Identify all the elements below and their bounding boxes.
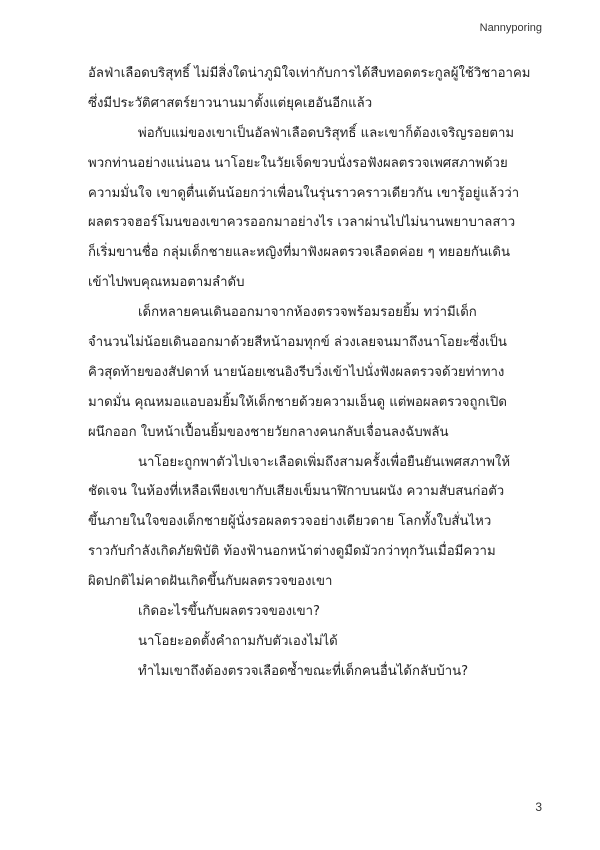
text-line: ผลตรวจฮอร์โมนของเขาควรออกมาอย่างไร เวลาผ่านไปไม่นานพยาบาลสาว: [88, 215, 516, 231]
text-line: ผนึกออก ใบหน้าเปื้อนยิ้มของชายวัยกลางคนกลับเจื่อนลงฉับพลัน: [88, 424, 449, 440]
text-line: ความมั่นใจ เขาดูตื่นเต้นน้อยกว่าเพื่อนในรุ่นราวคราวเดียวกัน เขารู้อยู่แล้วว่า: [88, 185, 520, 201]
text-line: ซึ่งมีประวัติศาสตร์ยาวนานมาตั้งแต่ยุคเฮอันอีกแล้ว: [88, 95, 373, 111]
text-line: มาดมั่น คุณหมอแอบอมยิ้มให้เด็กชายด้วยความเอ็นดู แต่พอผลตรวจถูกเปิด: [88, 394, 507, 410]
text-line: เด็กหลายคนเดินออกมาจากห้องตรวจพร้อมรอยยิ้ม ทว่ามีเด็ก: [138, 305, 477, 321]
page-number: 3: [535, 800, 542, 814]
text-line: พ่อกับแม่ของเขาเป็นอัลฟ่าเลือดบริสุทธิ์ และเขาก็ต้องเจริญรอยตาม: [138, 125, 515, 141]
text-line: อัลฟ่าเลือดบริสุทธิ์ ไม่มีสิ่งใดน่าภูมิใจเท่ากับการได้สืบทอดตระกูลผู้ใช้วิชาอาคม: [88, 66, 531, 81]
document-body: [88, 59, 546, 687]
text-line: ทำไมเขาถึงต้องตรวจเลือดซ้ำขณะที่เด็กคนอื่นได้กลับบ้าน?: [138, 663, 469, 679]
text-line: พวกท่านอย่างแน่นอน นาโอยะในวัยเจ็ดขวบนั่งรอฟังผลตรวจเพศสภาพด้วย: [88, 155, 508, 171]
text-line: นาโอยะถูกพาตัวไปเจาะเลือดเพิ่มถึงสามครั้งเพื่อยืนยันเพศสภาพให้: [138, 454, 511, 470]
text-line: เกิดอะไรขึ้นกับผลตรวจของเขา?: [138, 604, 321, 620]
text-line: ผิดปกติไม่คาดฝันเกิดขึ้นกับผลตรวจของเขา: [88, 574, 333, 590]
text-line: เข้าไปพบคุณหมอตามลำดับ: [88, 275, 245, 291]
text-line: จำนวนไม่น้อยเดินออกมาด้วยสีหน้าอมทุกข์ ล่วงเลยจนมาถึงนาโอยะซึ่งเป็น: [88, 335, 507, 351]
text-line: ขึ้นภายในใจของเด็กชายผู้นั่งรอผลตรวจอย่างเดียวดาย โลกทั้งใบสั่นไหว: [88, 514, 492, 530]
text-line: ราวกับกำลังเกิดภัยพิบัติ ท้องฟ้านอกหน้าต่างดูมืดมัวกว่าทุกวันเมื่อมีความ: [88, 544, 496, 560]
text-line: นาโอยะอดตั้งคำถามกับตัวเองไม่ได้: [138, 633, 338, 649]
text-line: ก็เริ่มขานชื่อ กลุ่มเด็กชายและหญิงที่มาฟังผลตรวจเลือดค่อย ๆ ทยอยกันเดิน: [88, 245, 511, 261]
text-line: คิวสุดท้ายของสัปดาห์ นายน้อยเซนอิงรีบวิ่งเข้าไปนั่งฟังผลตรวจด้วยท่าทาง: [88, 364, 505, 380]
header-author: Nannyporing: [479, 22, 542, 34]
text-line: ชัดเจน ในห้องที่เหลือเพียงเขากับเสียงเข็มนาฬิกาบนผนัง ความสับสนก่อตัว: [88, 484, 505, 500]
